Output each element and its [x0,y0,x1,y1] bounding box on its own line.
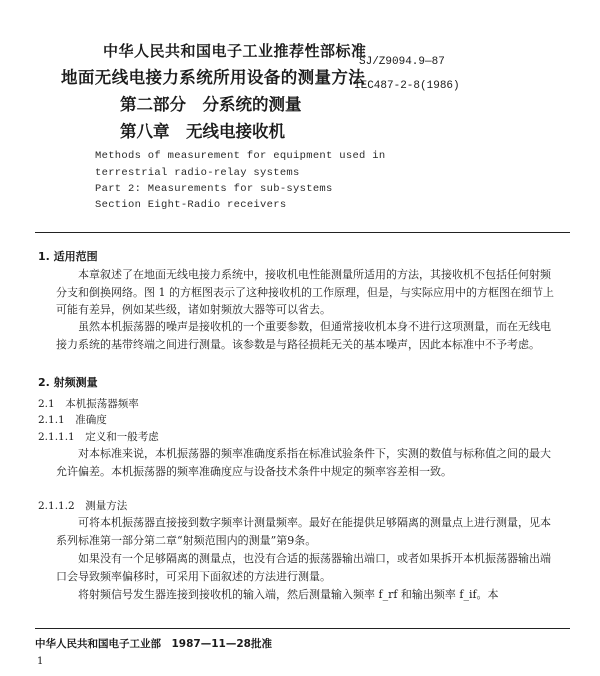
subsection-2-1-1-2: 2.1.1.2 测量方法 [38,500,128,512]
english-title-line: Section Eight-Radio receivers [95,199,287,211]
iec-reference: IEC487-2-8(1986) [354,80,460,92]
section-2-paragraph: 对本标准来说，本机振荡器的频率准确度系指在标准试验条件下，实测的数值与标称值之间的最大允许偏差。本机振荡器的频率准确度应与设备技术条件中规定的频率容差相一致。 [56,447,551,478]
subsection-2-1-1-1: 2.1.1.1 定义和一般考虑 [38,431,159,443]
subsection-2-1-1: 2.1.1 准确度 [38,414,107,426]
english-title-line: Methods of measurement for equipment used in [95,150,386,162]
chapter-title: 第八章 无线电接收机 [120,122,285,141]
part-title: 第二部分 分系统的测量 [120,95,302,114]
english-title-line: terrestrial radio-relay systems [95,167,300,179]
footer-divider [35,628,570,629]
english-title-line: Part 2: Measurements for sub-systems [95,183,333,195]
section-2-paragraph: 可将本机振荡器直接接到数字频率计测量频率。最好在能提供足够隔离的测量点上进行测量，见本系列标准第一部分第二章“射频范围内的测量”第9条。 [56,516,551,547]
standard-number: SJ/Z9094.9—87 [359,56,445,68]
section-2-paragraph: 如果没有一个足够隔离的测量点，也没有合适的振荡器输出端口，或者如果拆开本机振荡器输出端口会导致频率偏移时，可采用下面叙述的方法进行测量。 [56,552,551,583]
issuing-authority: 中华人民共和国电子工业推荐性部标准 [103,42,367,60]
subsection-2-1: 2.1 本机振荡器频率 [38,398,139,410]
section-1-paragraph: 本章叙述了在地面无线电接力系统中，接收机电性能测量所适用的方法，其接收机不包括任何射频分支和倒换网络。图 1 的方框图表示了这种接收机的工作原理，但是，与实际应用中的方框图在细节上可能有差异，例如某些级，诸如射频放大器等可以省去。 [56,268,554,317]
top-divider [35,232,570,233]
document-title: 地面无线电接力系统所用设备的测量方法 [61,68,366,87]
section-1-paragraph: 虽然本机振荡器的噪声是接收机的一个重要参数，但通常接收机本身不进行这项测量，而在无线电接力系统的基带终端之间进行测量。该参数是与路径损耗无关的基本噪声，因此本标准中不予考虑。 [56,320,551,351]
section-1-heading: 1. 适用范围 [38,250,98,263]
approval-line: 中华人民共和国电子工业部 1987—11—28批准 [35,638,272,650]
section-2-heading: 2. 射频测量 [38,376,98,389]
section-2-paragraph: 将射频信号发生器连接到接收机的输入端，然后测量输入频率 f_rf 和输出频率 f_if。本 [78,588,499,601]
page-number: 1 [37,656,44,667]
